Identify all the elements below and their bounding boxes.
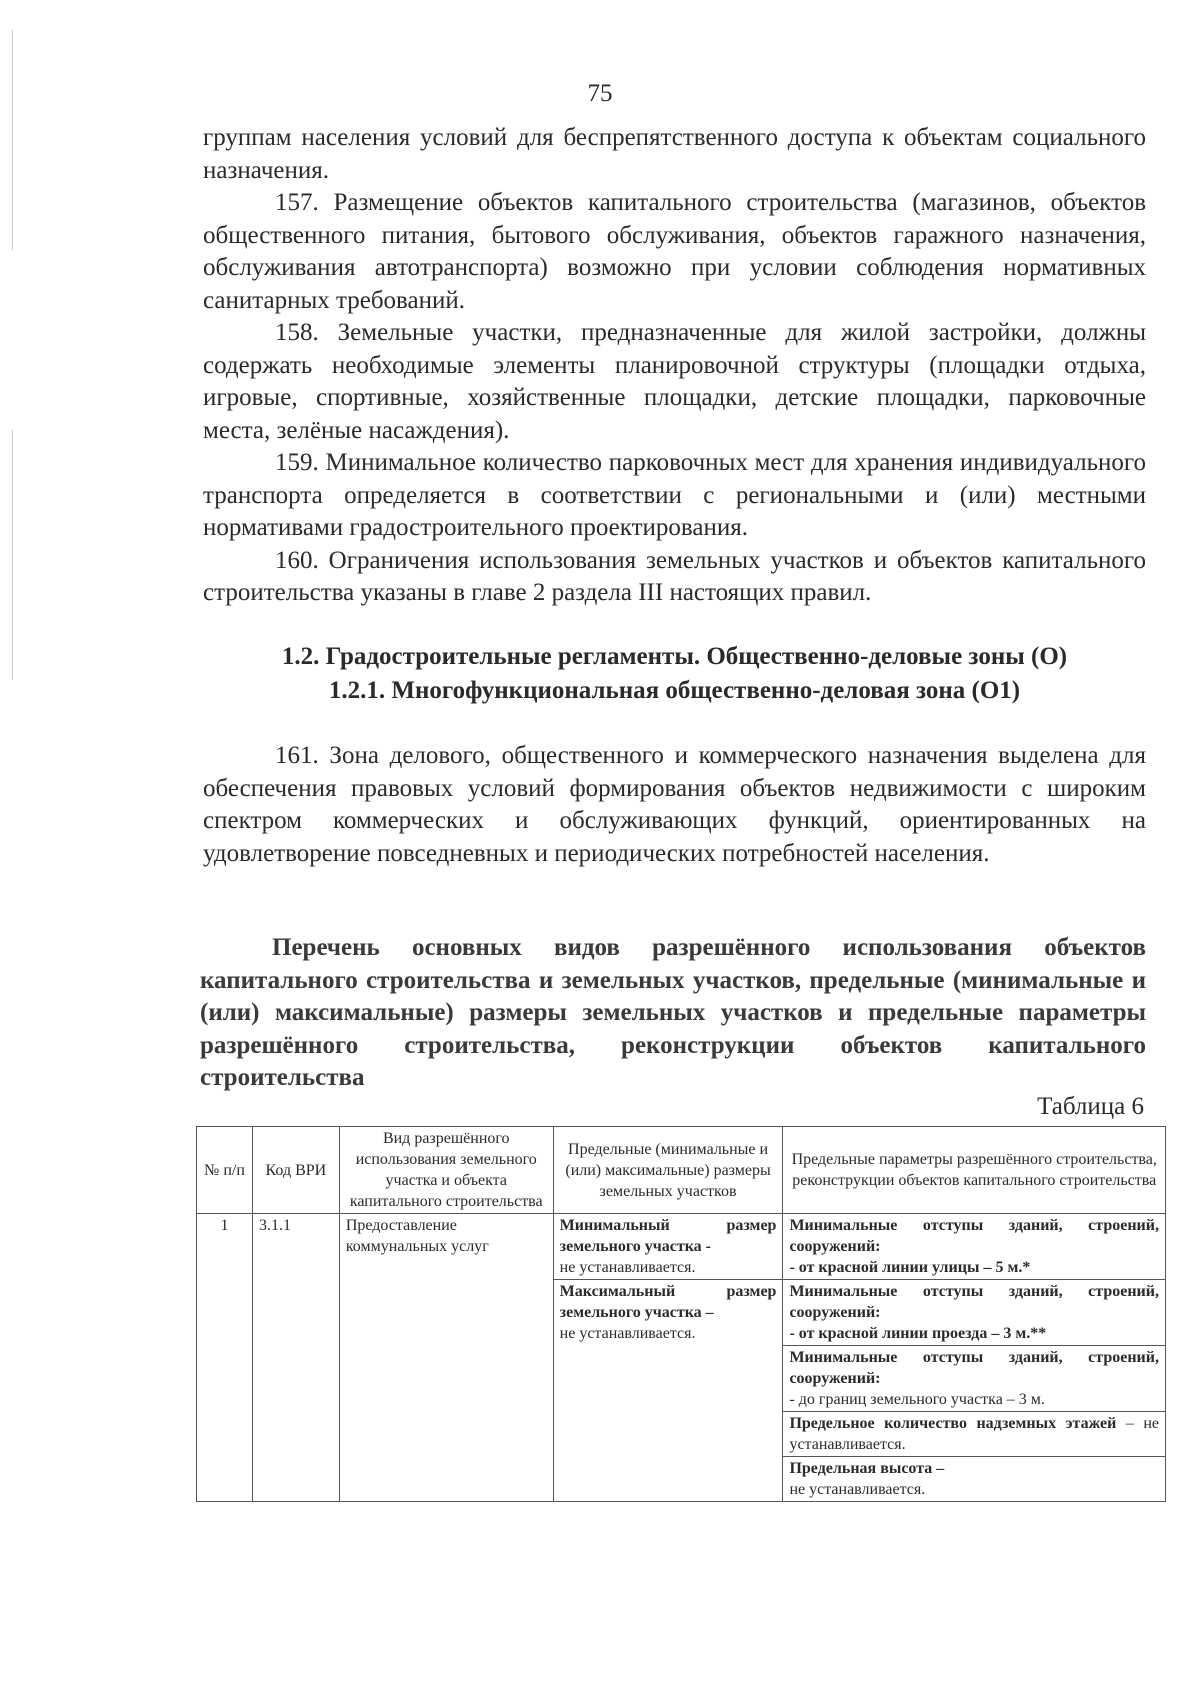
cell-param-4 <box>783 1412 1166 1457</box>
param-4-label: Предельное количество надземных этажей <box>789 1415 1117 1432</box>
cell-max-size <box>553 1280 783 1502</box>
param-4-value: – не устанавливается. <box>789 1415 1160 1453</box>
param-5-value: не устанавливается. <box>789 1481 926 1498</box>
cell-kind: Предоставление коммунальных услуг <box>339 1214 553 1502</box>
table-label: Таблица 6 <box>1037 1093 1144 1120</box>
body-text-top <box>203 122 1146 610</box>
header-params: Предельные параметры разрешённого строительства, реконструкции объектов капитального строительства <box>783 1127 1166 1214</box>
paragraph-157: 157. Размещение объектов капитального строительства (магазинов, объектов общественного питания, бытового обслуживания, объектов гаражного назначения, обслуживания автотранспорта) возможно при условии соблюдения нормативных санитарных требований. <box>203 189 1146 314</box>
cell-param-1 <box>783 1214 1166 1280</box>
paragraph-161: 161. Зона делового, общественного и коммерческого назначения выделена для обеспечения правовых условий формирования объектов недвижимости с широким спектром коммерческих и обслуживающих функций, ориентированных на удовлетворение повседневных и периодических потребностей населения. <box>203 742 1146 867</box>
cell-param-3 <box>783 1346 1166 1412</box>
header-num: № п/п <box>197 1127 253 1214</box>
cell-code: 3.1.1 <box>252 1214 339 1502</box>
paragraph-159: 159. Минимальное количество парковочных мест для хранения индивидуального транспорта определяется в соответствии с региональными и (или) местными нормативами градостроительного проектирования. <box>203 449 1146 541</box>
param-2-value: - от красной линии проезда – 3 м.** <box>789 1325 1047 1342</box>
regulations-table <box>196 1126 1166 1502</box>
param-1-label: Минимальные отступы зданий, строений, сооружений: <box>789 1217 1159 1255</box>
cell-min-size <box>553 1214 783 1280</box>
cell-num: 1 <box>197 1214 253 1502</box>
param-5-label: Предельная высота – <box>789 1460 945 1477</box>
header-code: Код ВРИ <box>252 1127 339 1214</box>
param-3-value: - до границ земельного участка – 3 м. <box>789 1391 1045 1408</box>
scan-edge-line <box>12 430 13 680</box>
page-number: 75 <box>587 80 613 107</box>
body-text-161 <box>203 740 1146 870</box>
header-kind: Вид разрешённого использования земельного участка и объекта капитального строительства <box>339 1127 553 1214</box>
section-heading: 1.2. Градостроительные регламенты. Общественно-деловые зоны (О) <box>281 643 1068 670</box>
max-size-label: Максимальный размер земельного участка – <box>559 1283 777 1321</box>
table-header-row <box>197 1127 1166 1214</box>
min-size-value: не устанавливается. <box>559 1259 696 1276</box>
table-row <box>197 1214 1166 1280</box>
paragraph: группам населения условий для беспрепятственного доступа к объектам социального назначения. <box>203 124 1146 184</box>
cell-param-2 <box>783 1280 1166 1346</box>
cell-param-5 <box>783 1457 1166 1502</box>
min-size-label: Минимальный размер земельного участка - <box>559 1217 777 1255</box>
param-1-value: - от красной линии улицы – 5 м.* <box>789 1259 1031 1276</box>
scan-edge-line <box>12 30 13 250</box>
subsection-heading: 1.2.1. Многофункциональная общественно-деловая зона (О1) <box>328 677 1021 704</box>
param-2-label: Минимальные отступы зданий, строений, сооружений: <box>789 1283 1159 1321</box>
param-3-label: Минимальные отступы зданий, строений, сооружений: <box>789 1349 1159 1387</box>
max-size-value: не устанавливается. <box>559 1325 696 1342</box>
header-sizes: Предельные (минимальные и (или) максимальные) размеры земельных участков <box>553 1127 783 1214</box>
table-title: Перечень основных видов разрешённого использования объектов капитального строительства и земельных участков, предельные (минимальные и (или) максимальные) размеры земельных участков и предельные параметры разрешённого строительства, реконструкции объектов капитального строительства <box>200 934 1146 1091</box>
paragraph-160: 160. Ограничения использования земельных участков и объектов капитального строительства указаны в главе 2 раздела III настоящих правил. <box>203 546 1146 606</box>
paragraph-158: 158. Земельные участки, предназначенные для жилой застройки, должны содержать необходимые элементы планировочной структуры (площадки отдыха, игровые, спортивные, хозяйственные площадки, детские площадки, парковочные места, зелёные насаждения). <box>203 319 1146 444</box>
